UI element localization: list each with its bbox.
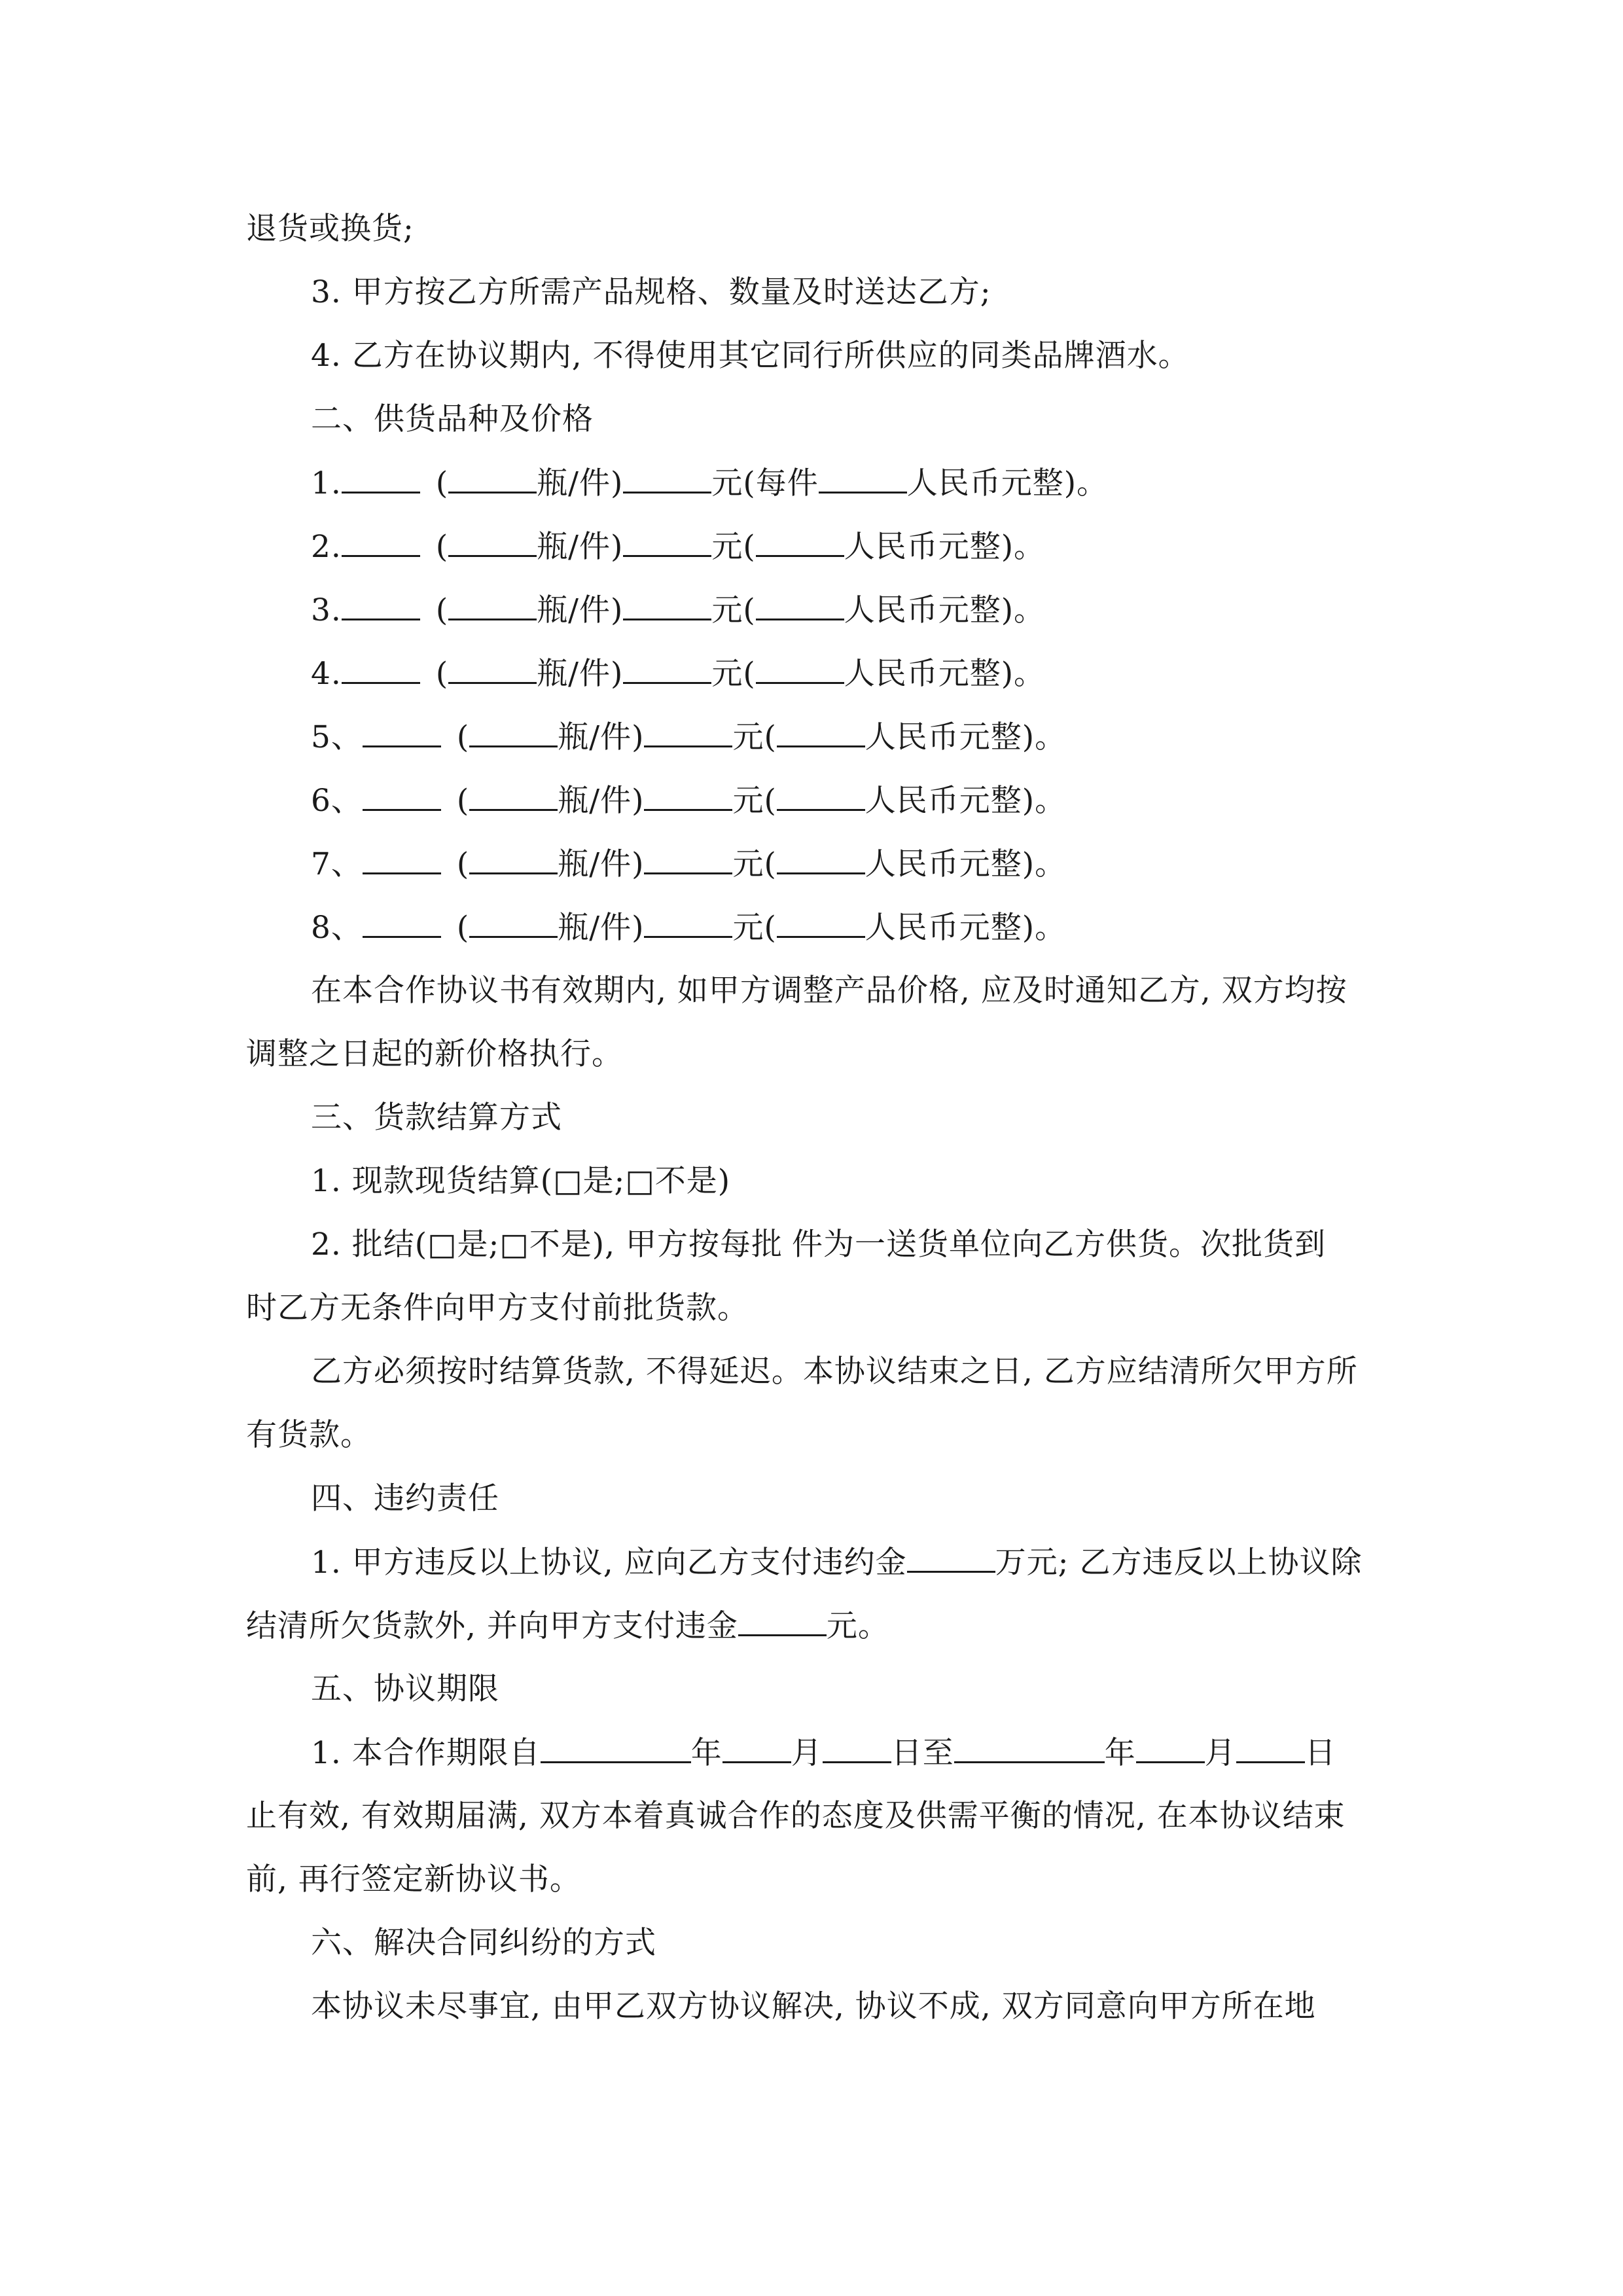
paren: ( [456, 910, 470, 946]
text-span: 1. 甲方违反以上协议, 应向乙方支付违约金 [311, 1545, 907, 1581]
blank-field [623, 460, 711, 493]
price-item: 5、 ( 瓶/件) 元( 人民币元整)。 [311, 714, 1385, 760]
text-span: 万元; 乙方违反以上协议除 [995, 1545, 1363, 1581]
text-line: 时乙方无条件向甲方支付前批货款。 [246, 1290, 749, 1326]
blank-field [469, 905, 558, 938]
blank-field [448, 460, 537, 493]
unit-label: 瓶/件 [537, 592, 611, 628]
blank-field [469, 778, 558, 811]
unit-label: 瓶/件 [558, 783, 632, 819]
text-span: 日至 [891, 1735, 954, 1771]
blank-field [644, 714, 732, 747]
section-heading: 四、违约责任 [311, 1480, 499, 1516]
yuan-label: 元 [711, 656, 743, 692]
blank-field [823, 1730, 891, 1763]
yuan-label: 元 [732, 783, 764, 819]
blank-field [448, 524, 537, 557]
tail-post: 人民币元整)。 [865, 910, 1067, 946]
blank-field [644, 778, 732, 811]
blank-field [363, 905, 441, 938]
blank-field [623, 587, 711, 620]
text-line: 前, 再行签定新协议书。 [246, 1861, 581, 1897]
text-line: 在本合作协议书有效期内, 如甲方调整产品价格, 应及时通知乙方, 双方均按 [311, 973, 1347, 1009]
unit-label: 瓶/件 [558, 846, 632, 882]
text-span: 年 [690, 1735, 722, 1771]
text-line: 退货或换货; [246, 211, 414, 247]
tail-pre: ( [764, 783, 777, 819]
text-line: 有货款。 [246, 1417, 372, 1453]
item-number: 3. [311, 592, 342, 628]
text-line: 1. 现款现货结算(□是;□不是) [311, 1163, 731, 1199]
text-span: 年 [1104, 1735, 1136, 1771]
blank-field [777, 778, 865, 811]
yuan-label: 元 [711, 529, 743, 565]
blank-field [777, 714, 865, 747]
blank-field [819, 460, 907, 493]
paren: ( [435, 465, 449, 501]
tail-post: 人民币元整)。 [844, 656, 1046, 692]
text-span: 件为一送货单位向乙方供货。次批货到 [791, 1227, 1326, 1263]
text-line [246, 1603, 1385, 1649]
text-span: 2. 批结(□是;□不是), 甲方按每批 [311, 1227, 783, 1263]
blank-field [756, 587, 844, 620]
yuan-label: 元 [732, 719, 764, 755]
item-number: 1. [311, 465, 342, 501]
text-line: 乙方必须按时结算货款, 不得延迟。本协议结束之日, 乙方应结清所欠甲方所 [311, 1354, 1358, 1390]
tail-pre: (每件 [743, 465, 819, 501]
blank-field [954, 1730, 1105, 1763]
text-line [311, 1539, 1385, 1585]
blank-field [342, 587, 420, 620]
unit-label: 瓶/件 [537, 656, 611, 692]
blank-field [756, 651, 844, 684]
paren: ( [435, 592, 449, 628]
price-item: 3. ( 瓶/件) 元( 人民币元整)。 [311, 587, 1385, 633]
blank-field [644, 905, 732, 938]
blank-field [777, 905, 865, 938]
tail-post: 人民币元整)。 [865, 783, 1067, 819]
text-line: 本协议未尽事宜, 由甲乙双方协议解决, 协议不成, 双方同意向甲方所在地 [311, 1988, 1316, 2024]
price-item: 6、 ( 瓶/件) 元( 人民币元整)。 [311, 778, 1385, 823]
blank-field [448, 651, 537, 684]
price-item: 1. ( 瓶/件) 元(每件 人民币元整)。 [311, 460, 1385, 506]
tail-post: 人民币元整)。 [865, 846, 1067, 882]
blank-field [363, 841, 441, 874]
blank-field [342, 524, 420, 557]
text-span: 元。 [826, 1608, 889, 1644]
text-span: 日 [1304, 1735, 1336, 1771]
section-heading: 二、供货品种及价格 [311, 401, 594, 437]
price-item: 8、 ( 瓶/件) 元( 人民币元整)。 [311, 905, 1385, 950]
item-number: 8、 [311, 910, 363, 946]
blank-field [342, 460, 420, 493]
item-number: 2. [311, 529, 342, 565]
text-line: 调整之日起的新价格执行。 [246, 1036, 623, 1072]
unit-label: 瓶/件 [537, 465, 611, 501]
paren: ( [435, 656, 449, 692]
blank-field [1236, 1730, 1305, 1763]
tail-pre: ( [743, 592, 756, 628]
yuan-label: 元 [732, 910, 764, 946]
price-item: 7、 ( 瓶/件) 元( 人民币元整)。 [311, 841, 1385, 887]
blank-field [722, 1730, 791, 1763]
tail-post: 人民币元整)。 [906, 465, 1109, 501]
tail-pre: ( [743, 656, 756, 692]
unit-label: 瓶/件 [558, 910, 632, 946]
blank-field [469, 841, 558, 874]
tail-post: 人民币元整)。 [865, 719, 1067, 755]
item-number: 4. [311, 656, 342, 692]
tail-pre: ( [764, 910, 777, 946]
tail-pre: ( [743, 529, 756, 565]
item-number: 5、 [311, 719, 363, 755]
blank-field [623, 524, 711, 557]
paren: ( [456, 846, 470, 882]
tail-pre: ( [764, 846, 777, 882]
tail-pre: ( [764, 719, 777, 755]
paren: ( [456, 719, 470, 755]
blank-field [363, 714, 441, 747]
unit-label: 瓶/件 [537, 529, 611, 565]
text-line: 3. 甲方按乙方所需产品规格、数量及时送达乙方; [311, 274, 991, 310]
text-line [311, 1730, 1385, 1776]
section-heading: 六、解决合同纠纷的方式 [311, 1925, 656, 1961]
text-line [311, 1222, 1385, 1268]
yuan-label: 元 [732, 846, 764, 882]
blank-field [541, 1730, 691, 1763]
blank-field [623, 651, 711, 684]
blank-field [756, 524, 844, 557]
text-span: 1. 本合作期限自 [311, 1735, 541, 1771]
unit-label: 瓶/件 [558, 719, 632, 755]
yuan-label: 元 [711, 592, 743, 628]
item-number: 6、 [311, 783, 363, 819]
blank-field [469, 714, 558, 747]
blank-field [448, 587, 537, 620]
blank-field [907, 1539, 995, 1573]
blank-field [363, 778, 441, 811]
text-line: 止有效, 有效期届满, 双方本着真诚合作的态度及供需平衡的情况, 在本协议结束 [246, 1798, 1346, 1834]
tail-post: 人民币元整)。 [844, 529, 1046, 565]
blank-field [738, 1603, 827, 1636]
paren: ( [456, 783, 470, 819]
yuan-label: 元 [711, 465, 743, 501]
section-heading: 三、货款结算方式 [311, 1100, 562, 1136]
item-number: 7、 [311, 846, 363, 882]
text-span: 结清所欠货款外, 并向甲方支付违金 [246, 1608, 738, 1644]
text-span: 月 [1204, 1735, 1236, 1771]
blank-field [777, 841, 865, 874]
section-heading: 五、协议期限 [311, 1671, 499, 1707]
blank-field [342, 651, 420, 684]
text-line: 4. 乙方在协议期内, 不得使用其它同行所供应的同类品牌酒水。 [311, 338, 1190, 374]
blank-field [1136, 1730, 1205, 1763]
text-span: 月 [791, 1735, 823, 1771]
blank-field [644, 841, 732, 874]
price-item: 4. ( 瓶/件) 元( 人民币元整)。 [311, 651, 1385, 696]
price-item: 2. ( 瓶/件) 元( 人民币元整)。 [311, 524, 1385, 569]
paren: ( [435, 529, 449, 565]
tail-post: 人民币元整)。 [844, 592, 1046, 628]
